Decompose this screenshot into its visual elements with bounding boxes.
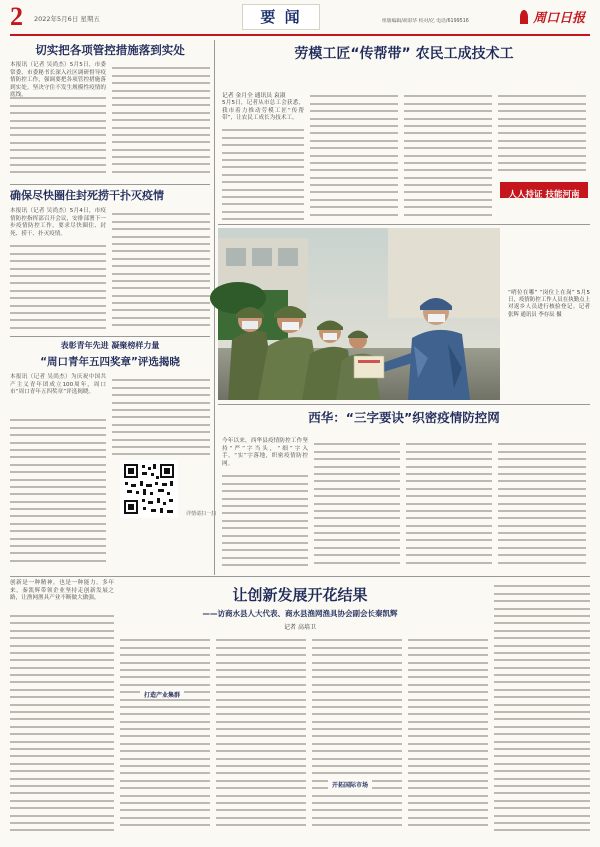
article-6-subtitle: ——访商水县人大代表、商水县渔网渔具协会副会长秦凯辉 xyxy=(202,609,398,618)
subhead-1: 打造产业集群 xyxy=(140,690,184,699)
editor-line: 组版编辑/胡彩华 校对/亿 电话/6199516 xyxy=(382,19,469,24)
article-5-body-col4 xyxy=(498,438,586,570)
qr-caption: 详情请扫一扫 xyxy=(186,511,217,517)
photo-soldiers-image xyxy=(218,228,500,400)
article-6-col4 xyxy=(312,634,402,838)
bottom-rule xyxy=(10,576,590,577)
article-3-lead: 本报讯（记者 吴尚杰）为庆祝中国共产主义青年团成立100周年，周口市“周口青年五四奖章”评选揭晓。 xyxy=(10,374,106,396)
article-3-kicker: 表彰青年先进 凝聚榜样力量 xyxy=(60,341,160,350)
article-6-col2 xyxy=(120,634,210,838)
article-5-body xyxy=(222,470,308,570)
article-2-lead: 本报讯（记者 吴尚杰）5月4日，市疫情防控指挥部召开会议，安排部署下一步疫情防控工作，要求尽快圈住、封死、捞干、扑灭疫情。 xyxy=(10,208,106,237)
article-4-body-col4 xyxy=(498,90,586,174)
article-2-body xyxy=(10,240,106,332)
paper-logo: 周口日报 xyxy=(520,6,585,26)
article-1 xyxy=(10,42,210,182)
article-3-body xyxy=(10,414,106,564)
article-4 xyxy=(218,42,590,232)
article-1-lead: 本报讯（记者 吴尚杰）5月5日，市委常委、市委秘书长深入社区调研督导疫情防控工作，强调要把各项管控措施落到实处，坚决守住不发生规模性疫情的底线。 xyxy=(10,62,106,99)
article-6-col6 xyxy=(494,580,590,838)
masthead xyxy=(0,0,600,38)
page-number: 2 xyxy=(10,2,23,31)
article-5-body-col3 xyxy=(406,438,492,570)
article-3-title: “周口青年五四奖章”评选揭晓 xyxy=(40,356,180,368)
article-1-body xyxy=(10,92,106,180)
photo-caption: “哨位在哪” “岗位上在岗” 5月5日，疫情防控工作人员在执勤点上对返乡人员进行核验登记。记者 张辉 通讯员 李存辰 摄 xyxy=(508,290,590,318)
article-5-body-col2 xyxy=(314,438,400,570)
news-photo xyxy=(218,228,500,400)
article-5 xyxy=(218,408,590,573)
article-6-col3 xyxy=(216,634,306,838)
article-3-body-col2 xyxy=(112,374,210,456)
article-2 xyxy=(10,188,210,333)
article-2-body-col2 xyxy=(112,208,210,332)
article-6-byline: 记者 高培卫 xyxy=(284,624,316,631)
issue-date: 2022年5月6日 星期五 xyxy=(34,15,100,23)
article-4-body xyxy=(222,124,304,224)
subhead-2: 开拓国际市场 xyxy=(328,780,372,789)
article-6-lead: 创新是一种精神，也是一种能力。多年来，秦凯辉带领企业坚持走创新发展之路，让渔网渔具产业不断做大做强。 xyxy=(10,580,114,610)
article-6-col1 xyxy=(10,580,114,838)
article-5-lead: 今年以来，西华县疫情防控工作坚持“严”字当头，“细”字入手，“实”字落地，织密疫情防控网。 xyxy=(222,438,308,467)
article-4-title: 劳模工匠“传帮带” 农民工成技术工 xyxy=(294,46,514,62)
article-5-title: 西华：“三字要诀”织密疫情防控网 xyxy=(308,410,500,425)
section-title: 要 闻 xyxy=(242,4,320,30)
qr-code[interactable] xyxy=(120,460,178,518)
article-6 xyxy=(10,580,590,840)
article-4-lead: 5月5日，记者从市总工会获悉，我市着力推动劳模工匠“传帮带”，让农民工成长为技术工。 xyxy=(222,100,304,122)
banner-label: 人人持证 技能河南 xyxy=(500,182,588,198)
article-6-col5 xyxy=(408,634,488,838)
article-1-body-col2 xyxy=(112,62,210,180)
article-6-title: 让创新发展开花结果 xyxy=(232,586,368,604)
article-2-title: 确保尽快圈住封死捞干扑灭疫情 xyxy=(10,189,164,202)
article-4-body-col3 xyxy=(404,90,492,224)
article-4-body-col2 xyxy=(310,90,398,224)
article-3 xyxy=(10,340,217,570)
qr-code-image xyxy=(122,462,176,516)
article-4-byline: 记者 金月全 通讯员 袁淑 xyxy=(222,93,286,99)
masthead-rule xyxy=(10,34,590,36)
article-1-title: 切实把各项管控措施落到实处 xyxy=(35,43,185,57)
